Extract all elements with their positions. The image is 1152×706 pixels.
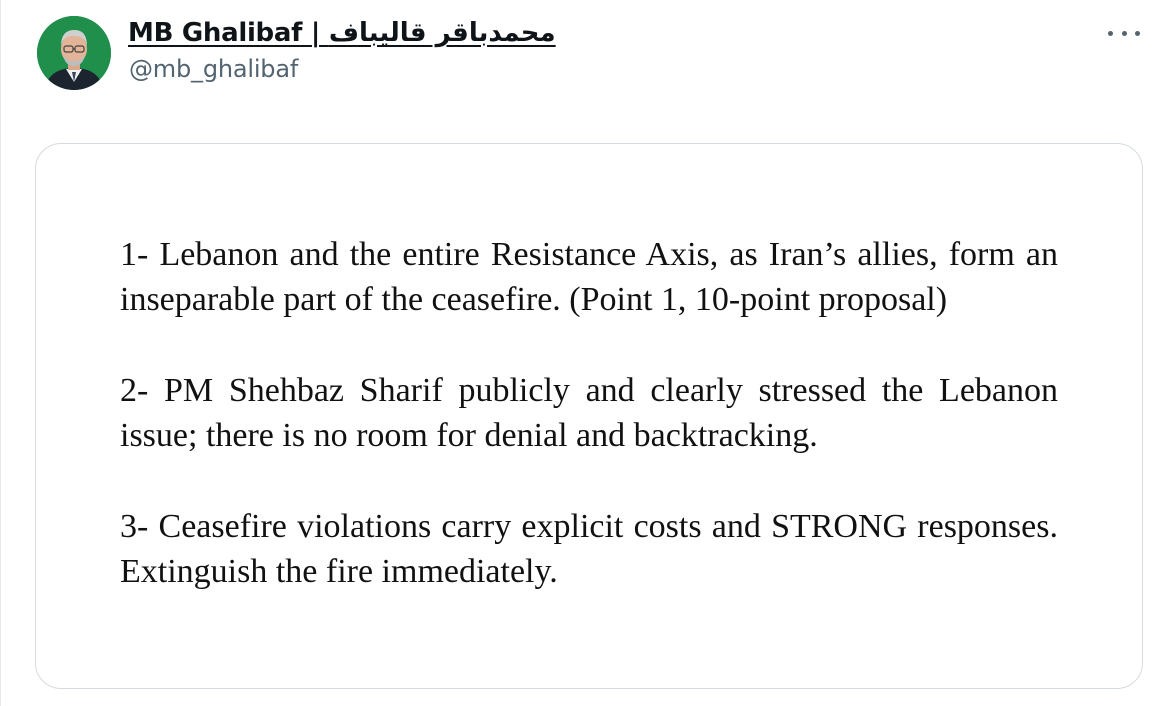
more-options-button[interactable] [1108,22,1140,44]
more-dots-icon [1108,31,1113,36]
statement-point-3: 3- Ceasefire violations carry explicit costs and STRONG responses. Extinguish the fire immediately. [120,508,1058,590]
person-photo-icon [37,16,111,90]
avatar[interactable] [37,16,111,90]
author-display-name[interactable]: MB Ghalibaf | محمدباقر قالیباف [128,18,556,48]
statement-text [120,232,1058,594]
post-image[interactable] [35,143,1143,689]
author-name-row [128,17,556,49]
more-dots-icon [1135,31,1140,36]
statement-point-2: 2- PM Shehbaz Sharif publicly and clearly stressed the Lebanon issue; there is no room for denial and backtracking. [120,372,1058,454]
statement-point-1: 1- Lebanon and the entire Resistance Axis, as Iran’s allies, form an inseparable part of the ceasefire. (Point 1, 10-point proposal) [120,236,1058,318]
more-dots-icon [1122,31,1127,36]
author-handle[interactable]: @mb_ghalibaf [129,55,299,83]
left-divider [0,0,1,706]
